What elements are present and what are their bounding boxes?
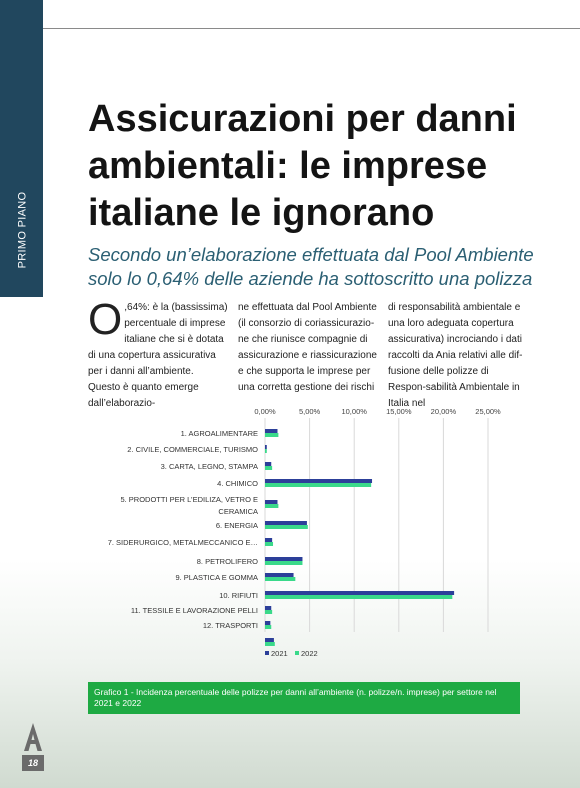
magazine-logo-icon — [22, 722, 44, 752]
body-column-3: di responsabilità ambientale e una loro adeguata copertura assicurativa) incrociando i dati raccolti da Ania relativi alle dif-fusione delle polizze di Respon-sabilità Ambientale in Italia nel — [388, 302, 523, 409]
category-label: 7. SIDERURGICO, METALMECCANICO E… — [107, 538, 258, 547]
body-column-1 — [88, 295, 228, 412]
body-column-2: ne effettuata dal Pool Ambiente (il consorzio di coriassicurazio-ne che riunisce compagnie di assicurazione e riassicurazione e che supporta le imprese per una corretta gestione dei rischi — [238, 302, 377, 393]
bar — [265, 642, 275, 646]
bar — [265, 466, 272, 470]
bar — [265, 429, 277, 433]
drop-cap: O — [88, 295, 123, 344]
section-label: PRIMO PIANO — [16, 191, 28, 269]
category-label: 8. PETROLIFERO — [196, 557, 258, 566]
bar — [265, 573, 294, 577]
bar — [265, 557, 302, 561]
bar — [265, 610, 272, 614]
legend-swatch — [265, 651, 269, 655]
sector-bar-chart — [88, 400, 518, 670]
top-rule — [43, 28, 580, 29]
bar — [265, 433, 278, 437]
x-tick-label: 20,00% — [430, 407, 457, 416]
article-title: Assicurazioni per danni ambientali: le imprese italiane le ignorano — [88, 98, 517, 234]
bar — [265, 462, 271, 466]
category-label: 11. TESSILE E LAVORAZIONE PELLI — [130, 606, 258, 615]
category-label: 4. CHIMICO — [217, 479, 258, 488]
category-label: 6. ENERGIA — [215, 521, 258, 530]
bar — [265, 625, 271, 629]
bar — [265, 561, 302, 565]
bar — [265, 621, 270, 625]
bar — [265, 577, 295, 581]
bar — [265, 479, 372, 483]
bar — [265, 542, 273, 546]
bar — [265, 525, 308, 529]
category-label: 9. PLASTICA E GOMMA — [175, 573, 258, 582]
x-tick-label: 25,00% — [475, 407, 501, 416]
legend-label: 2021 — [271, 649, 288, 658]
category-label: 3. CARTA, LEGNO, STAMPA — [160, 462, 258, 471]
x-tick-label: 0,00% — [254, 407, 276, 416]
chart-svg — [88, 400, 518, 670]
x-tick-label: 15,00% — [386, 407, 412, 416]
bar — [265, 500, 277, 504]
bar — [265, 445, 267, 449]
bar — [265, 483, 371, 487]
bar — [265, 521, 307, 525]
article-subtitle: Secondo un’elaborazione effettuata dal Pool Ambiente solo lo 0,64% delle aziende ha sottoscritto una polizza — [88, 244, 534, 289]
bar — [265, 504, 278, 508]
legend-label: 2022 — [301, 649, 318, 658]
x-tick-label: 10,00% — [341, 407, 367, 416]
legend-swatch — [295, 651, 299, 655]
category-label: 12. TRASPORTI — [202, 621, 258, 630]
bar — [265, 591, 454, 595]
page-number: 18 — [22, 755, 44, 771]
bar — [265, 595, 452, 599]
category-label: 2. CIVILE, COMMERCIALE, TURISMO — [127, 445, 258, 454]
category-label: 10. RIFIUTI — [219, 591, 258, 600]
bar — [265, 538, 272, 542]
bar — [265, 638, 274, 642]
x-tick-label: 5,00% — [298, 407, 321, 416]
bar — [265, 449, 267, 453]
category-label: 1. AGROALIMENTARE — [180, 429, 258, 438]
body-text-1: ,64%: è la (bassissima) percentuale di imprese italiane che si è dotata di una copertura assicurativa per i danni all’ambiente. Questo è quanto emerge dall’elaborazio- — [88, 302, 228, 409]
category-label: 5. PRODOTTI PER L’EDILIZA, VETRO E CERAMICA — [120, 495, 258, 516]
bar — [265, 606, 271, 610]
chart-caption: Grafico 1 - Incidenza percentuale delle polizze per danni all’ambiente (n. polizze/n. imprese) per settore nel 2021 e 2022 — [88, 682, 520, 714]
